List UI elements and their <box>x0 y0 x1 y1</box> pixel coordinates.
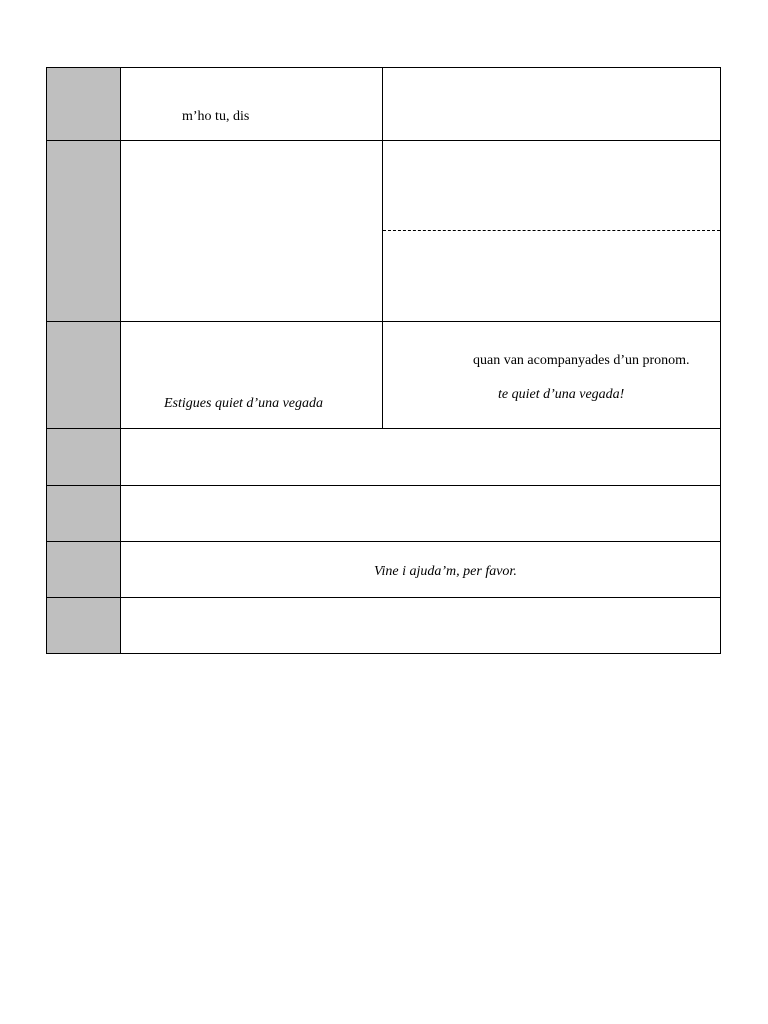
table-cell <box>121 322 383 428</box>
table-row <box>47 486 720 542</box>
table-cell <box>383 141 720 321</box>
cell-text: m’ho tu, dis <box>182 109 250 124</box>
row-label-cell <box>47 598 121 653</box>
table-cell <box>383 68 720 140</box>
row-label-cell <box>47 141 121 321</box>
table-row <box>47 141 720 322</box>
row-label-cell <box>47 322 121 428</box>
table-row <box>47 429 720 486</box>
table-row <box>47 542 720 598</box>
row-label-cell <box>47 486 121 541</box>
table-cell <box>121 542 720 597</box>
table-row <box>47 322 720 429</box>
table-cell <box>121 429 720 485</box>
dashed-divider <box>383 230 720 231</box>
table-row <box>47 68 720 141</box>
cell-text: quan van acompanyades d’un pronom. <box>473 353 690 368</box>
table-cell <box>121 68 383 140</box>
row-label-cell <box>47 542 121 597</box>
table-cell <box>121 486 720 541</box>
exercise-table <box>46 67 721 654</box>
example-sentence: Estigues quiet d’una vegada <box>164 396 324 411</box>
table-cell <box>121 141 383 321</box>
example-sentence: Vine i ajuda’m, per favor. <box>374 564 517 579</box>
table-cell <box>121 598 720 653</box>
table-cell <box>383 322 720 428</box>
table-row <box>47 598 720 653</box>
row-label-cell <box>47 68 121 140</box>
row-label-cell <box>47 429 121 485</box>
example-sentence: te quiet d’una vegada! <box>498 387 625 402</box>
